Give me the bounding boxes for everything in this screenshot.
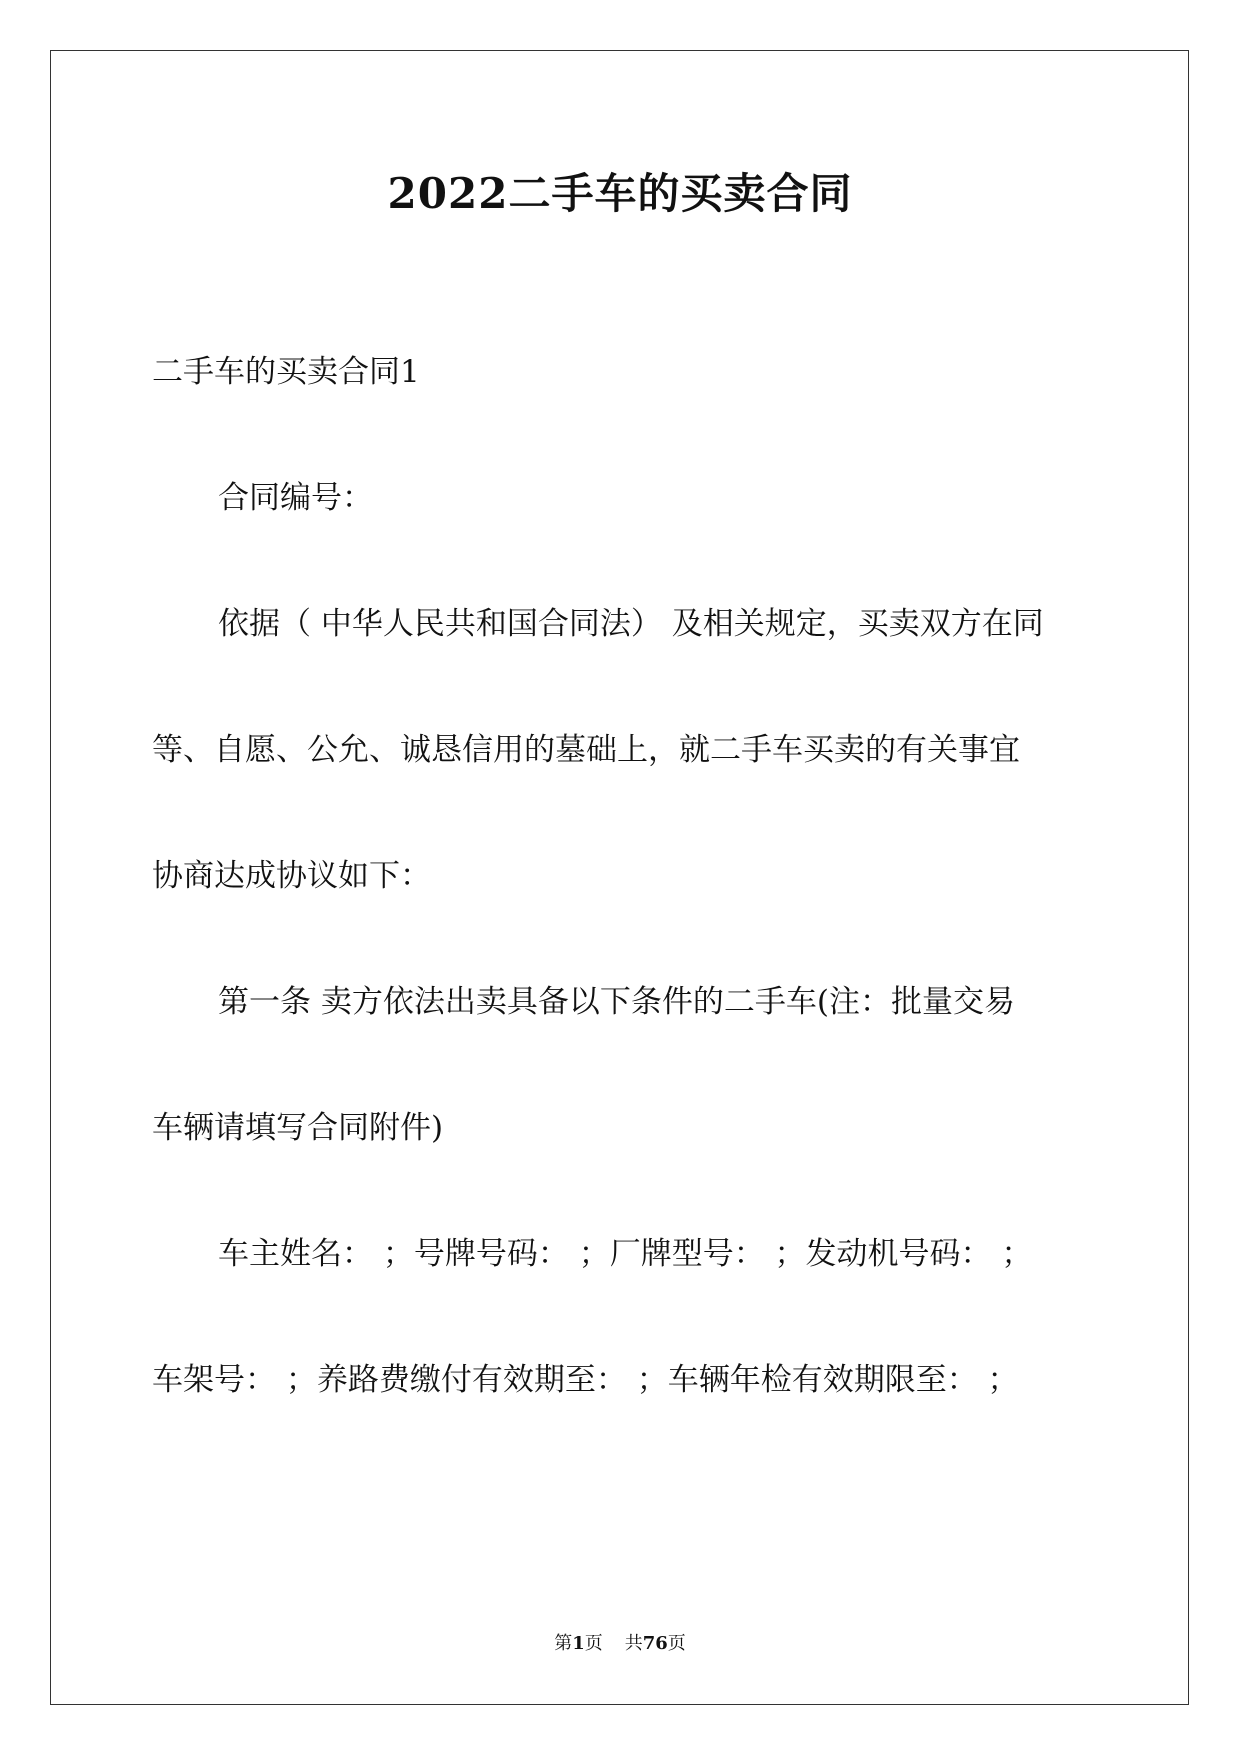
page-prefix: 第 — [554, 1633, 573, 1654]
section-heading: 二手车的买卖合同1 — [152, 354, 420, 390]
total-prefix: 共 — [624, 1633, 643, 1654]
paragraph-line: 等、自愿、公允、诚恳信用的墓础上，就二手车买卖的有关事宜 — [152, 732, 1020, 768]
document-title: 2022二手车的买卖合同 — [387, 169, 853, 218]
vehicle-info-line: 车主姓名： ；号牌号码： ；厂牌型号： ；发动机号码： ； — [218, 1236, 1033, 1272]
article-one-line: 第一条 卖方依法出卖具备以下条件的二手车(注：批量交易 — [218, 984, 1015, 1020]
page-current: 1 — [572, 1633, 585, 1654]
page-total: 76 — [642, 1633, 668, 1654]
paragraph-line: 协商达成协议如下： — [152, 858, 431, 894]
total-suffix: 页 — [667, 1633, 686, 1654]
paragraph-line: 车辆请填写合同附件) — [152, 1110, 444, 1146]
page-suffix: 页 — [584, 1633, 603, 1654]
page-footer — [0, 1632, 1240, 1656]
contract-number-label: 合同编号： — [218, 480, 373, 516]
vehicle-info-line: 车架号： ；养路费缴付有效期至： ；车辆年检有效期限至： ； — [152, 1362, 1019, 1398]
paragraph-line: 依据（ 中华人民共和国合同法） 及相关规定，买卖双方在同 — [218, 606, 1044, 642]
